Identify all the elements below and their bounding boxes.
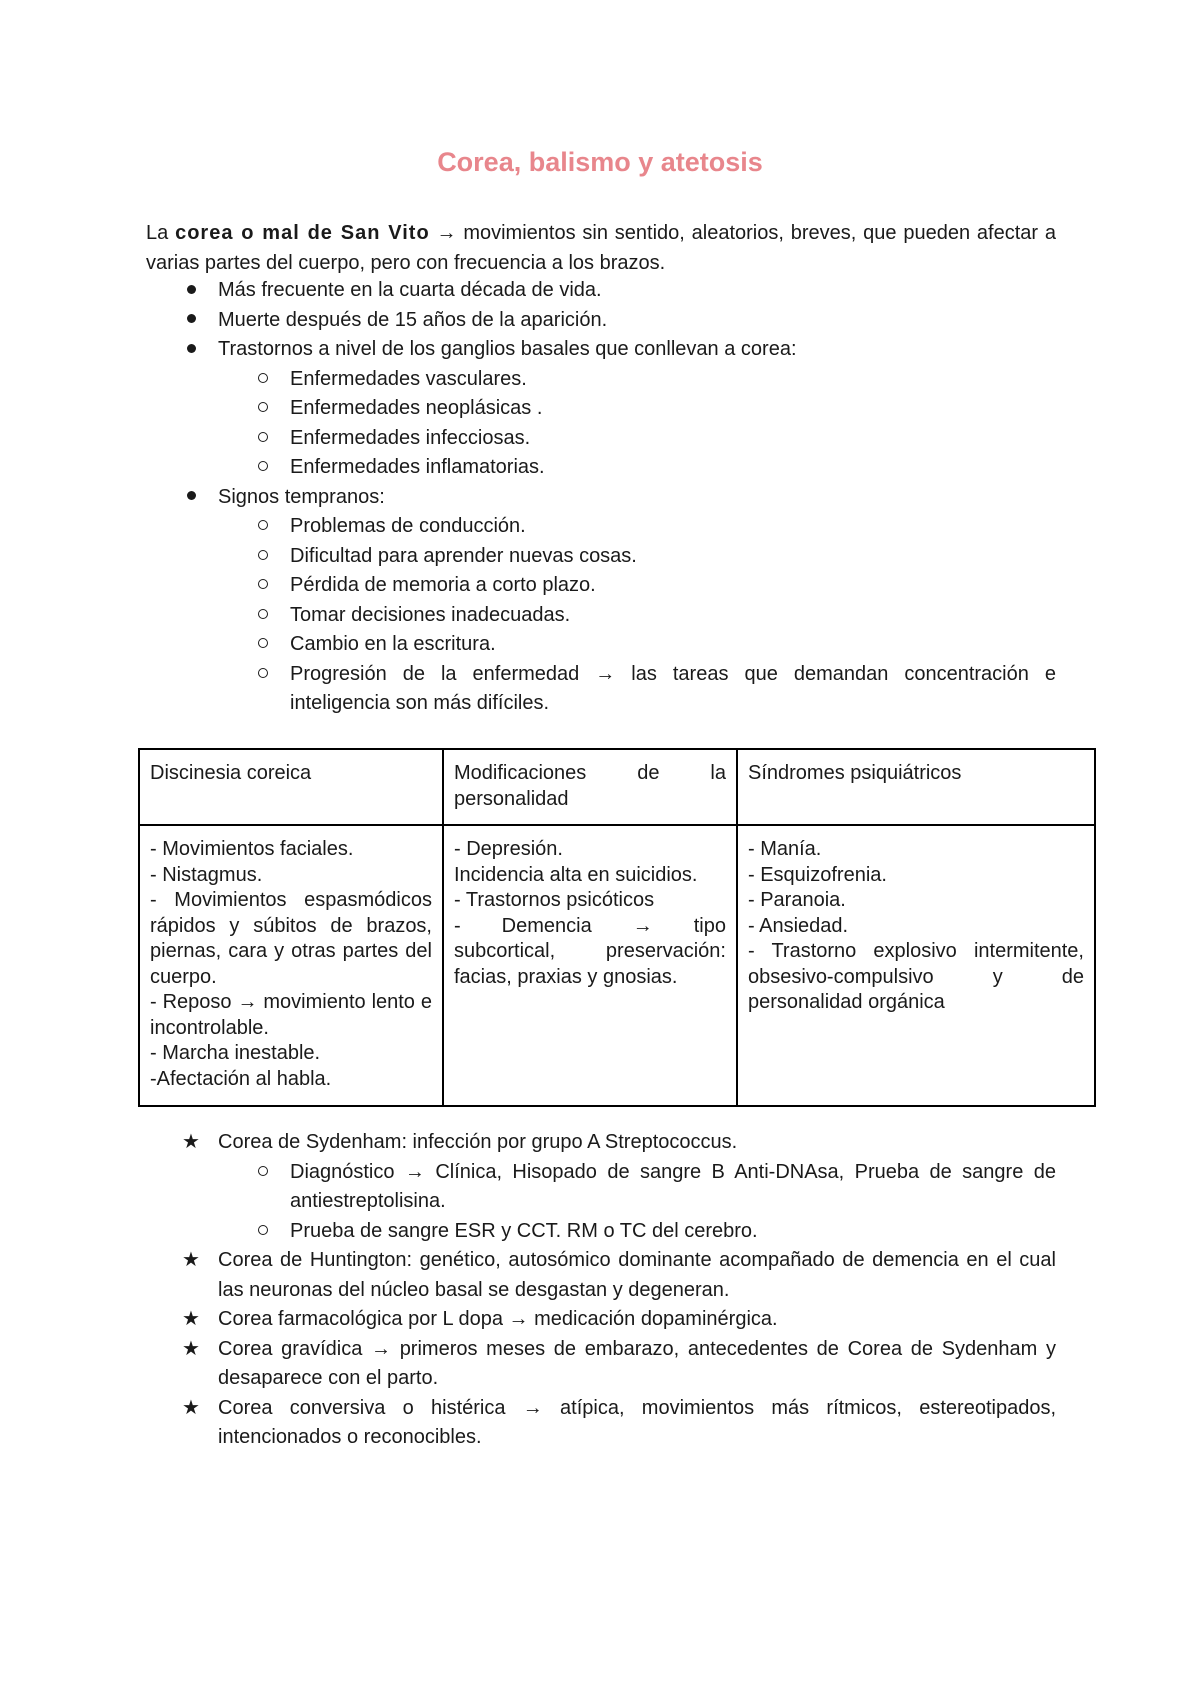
table-header-cell: Síndromes psiquiátricos [737,749,1095,825]
table-cell-psiquiatricos [737,825,1095,1106]
list-item-text: Enfermedades vasculares. [290,367,527,390]
hollow-bullet-icon [248,542,278,572]
list-item [146,1128,1056,1158]
list-item [146,1394,1056,1453]
list-item [146,306,1056,336]
list-item-text: Muerte después de 15 años de la aparición. [218,308,608,331]
list-item [146,276,1056,306]
cell-line: - Paranoia. [748,889,846,911]
intro-post: → movimientos sin sentido, aleatorios, breves, que pueden afectar a varias partes del cuerpo, pero con frecuencia a los brazos. [146,222,1056,274]
star-bullet-icon: ★ [182,1396,200,1419]
list-item-text: Corea gravídica → primeros meses de embarazo, antecedentes de Corea de Sydenham y desaparece con el parto. [218,1337,1056,1389]
star-bullet-icon: ★ [182,1131,200,1153]
list-item-text: Corea conversiva o histérica → atípica, movimientos más rítmicos, estereotipados, intencionados o reconocibles. [218,1396,1056,1448]
hollow-bullet-icon [248,601,278,631]
star-bullet-icon: ★ [182,1249,200,1271]
cell-line: - Movimientos espasmódicos rápidos y súbitos de brazos, piernas, cara y otras partes del cuerpo. [150,889,432,988]
list-item [146,1246,1056,1305]
cell-line: Incidencia alta en suicidios. [454,863,698,886]
list-item [146,424,1056,454]
filled-bullet-icon [176,306,206,336]
cell-line: -Afectación al habla. [150,1067,332,1090]
hollow-bullet-icon [248,1217,278,1247]
list-item-text: Cambio en la escritura. [290,633,496,655]
list-item [146,1335,1056,1394]
list-item-text: Diagnóstico → Clínica, Hisopado de sangre B Anti-DNAsa, Prueba de sangre de antiestreptolisina. [290,1160,1056,1212]
table-header-cell: Modificaciones de la personalidad [443,749,737,825]
hollow-bullet-icon [248,1158,278,1188]
hollow-bullet-icon [248,424,278,454]
list-item-text: Progresión de la enfermedad → las tareas que demandan concentración e inteligencia son más difíciles. [290,662,1056,714]
star-bullet-icon: ★ [182,1337,200,1360]
intro-paragraph [146,218,1056,278]
list-item [146,1158,1056,1217]
cell-line: - Nistagmus. [150,863,263,886]
list-item-text: Tomar decisiones inadecuadas. [290,603,571,626]
filled-bullet-icon [176,483,206,513]
table-cell-discinesia [139,825,443,1106]
list-item [146,571,1056,601]
list-item-text: Signos tempranos: [218,485,385,508]
cell-line: - Demencia → tipo subcortical, preservación: facias, praxias y gnosias. [454,914,726,988]
cell-line: - Ansiedad. [748,914,849,937]
list-item-text: Enfermedades inflamatorias. [290,456,545,478]
cell-line: - Trastorno explosivo intermitente, obsesivo-compulsivo y de personalidad orgánica [748,940,1084,1013]
corea-types-list [146,1128,1056,1453]
star-bullet-icon: ★ [182,1308,200,1330]
list-item-text: Trastornos a nivel de los ganglios basales que conllevan a corea: [218,338,797,360]
intro-bold-term: corea o mal de San Vito [175,222,430,244]
list-item [146,335,1056,365]
list-item-text: Enfermedades infecciosas. [290,426,531,449]
list-item [146,512,1056,542]
list-item [146,630,1056,660]
list-item [146,1217,1056,1247]
filled-bullet-icon [176,276,206,306]
list-item [146,365,1056,395]
cell-line: - Movimientos faciales. [150,838,354,860]
intro-pre: La [146,222,176,244]
cell-line: - Reposo → movimiento lento e incontrolable. [150,991,432,1039]
hollow-bullet-icon [248,512,278,542]
list-item-text: Problemas de conducción. [290,515,526,537]
cell-line: - Esquizofrenia. [748,863,887,886]
clinical-table [138,748,1096,1107]
list-item [146,1305,1056,1335]
list-item [146,394,1056,424]
cell-line: - Marcha inestable. [150,1042,321,1064]
cell-line: - Depresión. [454,838,563,860]
list-item-text: Corea de Huntington: genético, autosómico dominante acompañado de demencia en el cual las neuronas del núcleo basal se desgastan y degeneran. [218,1249,1056,1301]
table-header-row [139,749,1095,825]
list-item-text: Corea de Sydenham: infección por grupo A Streptococcus. [218,1131,738,1153]
filled-bullet-icon [176,335,206,365]
list-item [146,660,1056,719]
hollow-bullet-icon [248,453,278,483]
table-row [139,825,1095,1106]
page-title: Corea, balismo y atetosis [437,147,763,177]
table-header-cell: Discinesia coreica [139,749,443,825]
list-item-text: Corea farmacológica por L dopa → medicación dopaminérgica. [218,1308,778,1330]
hollow-bullet-icon [248,660,278,690]
list-item-text: Dificultad para aprender nuevas cosas. [290,544,637,567]
hollow-bullet-icon [248,571,278,601]
hollow-bullet-icon [248,365,278,395]
list-item-text: Enfermedades neoplásicas . [290,397,543,419]
table-cell-personalidad [443,825,737,1106]
cell-line: - Trastornos psicóticos [454,889,655,911]
hollow-bullet-icon [248,394,278,424]
cell-line: - Manía. [748,838,822,860]
list-item [146,542,1056,572]
list-item [146,601,1056,631]
list-item-text: Pérdida de memoria a corto plazo. [290,574,596,596]
list-item [146,483,1056,513]
list-item-text: Prueba de sangre ESR y CCT. RM o TC del cerebro. [290,1219,758,1242]
hollow-bullet-icon [248,630,278,660]
list-item [146,453,1056,483]
list-item-text: Más frecuente en la cuarta década de vida. [218,279,602,301]
symptom-list [146,276,1056,719]
